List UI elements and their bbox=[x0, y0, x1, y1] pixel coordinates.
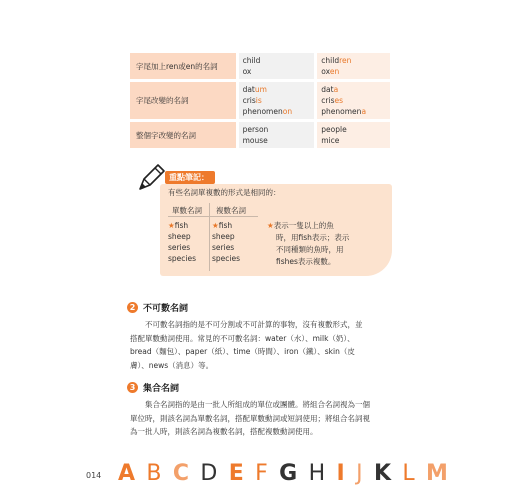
column-divider bbox=[209, 203, 210, 271]
note-line-text: 不同種類的魚時，用 bbox=[276, 245, 344, 254]
word-suffix: a bbox=[361, 107, 367, 116]
note-line bbox=[267, 232, 385, 244]
word-base: cris bbox=[321, 96, 335, 105]
row-label-text: 整個字改變的名詞 bbox=[136, 130, 196, 140]
number-badge: 2 bbox=[127, 302, 138, 313]
singular-word-list bbox=[168, 220, 196, 264]
star-icon: ★ bbox=[212, 221, 219, 230]
row-label-text: 字尾加上ren或en的名詞 bbox=[136, 61, 218, 71]
word-base: phenomen bbox=[321, 107, 362, 116]
word-base: cris bbox=[242, 96, 256, 105]
word bbox=[321, 55, 386, 66]
letter-e: E bbox=[228, 461, 244, 486]
plural-cell bbox=[317, 82, 390, 119]
word bbox=[243, 95, 311, 106]
word-suffix: en bbox=[329, 67, 340, 76]
section-title: 不可數名詞 bbox=[143, 304, 189, 314]
letter-g: G bbox=[279, 461, 298, 486]
word bbox=[212, 253, 240, 264]
alphabet-decoration bbox=[118, 460, 448, 490]
word bbox=[168, 220, 196, 231]
section-3-heading bbox=[127, 381, 179, 394]
word bbox=[212, 231, 240, 242]
letter-i: I bbox=[336, 461, 345, 486]
word-text: series bbox=[168, 243, 191, 252]
col-singular-heading: 單數名詞 bbox=[172, 206, 202, 215]
word-base: ox bbox=[321, 67, 330, 76]
word-text: sheep bbox=[212, 232, 235, 241]
word-suffix: on bbox=[282, 107, 293, 116]
word-text: fish bbox=[218, 221, 233, 230]
letter-h: H bbox=[308, 461, 326, 486]
row-label bbox=[130, 82, 236, 119]
letter-j: J bbox=[356, 461, 363, 486]
plural-cell bbox=[317, 122, 390, 148]
page-number: 014 bbox=[86, 471, 102, 480]
col-plural-heading: 複數名詞 bbox=[216, 206, 246, 215]
word-base: dat bbox=[242, 85, 255, 94]
word-suffix: ren bbox=[339, 56, 352, 65]
letter-c: C bbox=[172, 461, 190, 486]
letter-d: D bbox=[200, 461, 218, 486]
word: mouse bbox=[242, 136, 268, 145]
table-row bbox=[130, 122, 390, 148]
word: child bbox=[242, 56, 261, 65]
word bbox=[321, 95, 386, 106]
word bbox=[212, 220, 240, 231]
table-row bbox=[130, 82, 390, 119]
word-text: sheep bbox=[168, 232, 191, 241]
word-text: species bbox=[168, 254, 197, 263]
word-suffix: a bbox=[333, 85, 339, 94]
word bbox=[321, 84, 386, 95]
pencil-icon bbox=[136, 163, 166, 193]
paragraph-line: 膚）、news（消息）等。 bbox=[130, 360, 214, 370]
word bbox=[243, 106, 311, 117]
paragraph-line: 不可數名詞指的是不可分割或不可計算的事物，沒有複數形式，並 bbox=[145, 320, 363, 329]
row-label-text: 字尾改變的名詞 bbox=[136, 96, 189, 105]
row-label bbox=[130, 53, 236, 79]
letter-k: K bbox=[373, 461, 392, 486]
section-3-paragraph bbox=[130, 398, 392, 439]
letter-f: F bbox=[255, 461, 268, 486]
paragraph-line: 集合名詞指的是由一批人所組成的單位或團體。將組合名詞視為一個 bbox=[145, 400, 370, 409]
word bbox=[168, 242, 196, 253]
word-base: phenomen bbox=[242, 107, 283, 116]
word-base: child bbox=[321, 56, 340, 65]
singular-cell bbox=[239, 53, 315, 79]
star-icon: ★ bbox=[168, 221, 175, 230]
word: ox bbox=[242, 67, 252, 76]
singular-cell bbox=[239, 82, 315, 119]
paragraph-line: bread（麵包）、paper（紙）、time（時間）、iron（鐵）、skin（皮 bbox=[130, 347, 355, 356]
section-2-paragraph bbox=[130, 318, 392, 372]
number-badge: 3 bbox=[127, 382, 138, 393]
note-tag: 重點筆記： bbox=[165, 171, 215, 184]
row-label bbox=[130, 122, 236, 148]
plural-cell bbox=[317, 53, 390, 79]
note-line bbox=[267, 220, 385, 232]
word-text: fish bbox=[174, 221, 189, 230]
word bbox=[321, 106, 386, 117]
word bbox=[321, 66, 386, 77]
word: mice bbox=[321, 136, 340, 145]
letter-b: B bbox=[146, 461, 162, 486]
word-suffix: is bbox=[255, 96, 262, 105]
word-text: series bbox=[212, 243, 235, 252]
noun-plural-table bbox=[130, 53, 390, 151]
letter-a: A bbox=[118, 461, 136, 486]
section-2-heading bbox=[127, 301, 188, 314]
letter-l: L bbox=[402, 461, 415, 486]
word-suffix: um bbox=[254, 85, 267, 94]
paragraph-line: 單位時，則該名詞為單數名詞，搭配單數動詞或短詞使用；將組合名詞視 bbox=[130, 413, 370, 423]
letter-m: M bbox=[426, 461, 448, 486]
singular-cell bbox=[239, 122, 315, 148]
word bbox=[243, 84, 311, 95]
word: people bbox=[321, 125, 347, 134]
word-suffix: es bbox=[334, 96, 344, 105]
table-row bbox=[130, 53, 390, 79]
paragraph-line: 為一批人時，則該名詞為複數名詞，搭配複數動詞使用。 bbox=[130, 427, 318, 436]
note-line bbox=[267, 244, 385, 256]
word: person bbox=[242, 125, 269, 134]
star-icon: ★ bbox=[267, 221, 274, 230]
note-explanation bbox=[267, 220, 385, 268]
word bbox=[168, 253, 196, 264]
paragraph-line: 搭配單數動詞使用。常見的不可數名詞：water（水）、milk（奶）、 bbox=[130, 333, 355, 343]
word bbox=[212, 242, 240, 253]
note-line-text: 時，用fish表示；表示 bbox=[276, 233, 350, 242]
plural-word-list bbox=[212, 220, 240, 264]
note-line-text: fishes表示複數。 bbox=[276, 257, 336, 266]
header-rule bbox=[168, 216, 258, 217]
note-intro: 有些名詞單複數的形式是相同的： bbox=[168, 188, 281, 197]
note-line bbox=[267, 256, 385, 268]
section-title: 集合名詞 bbox=[143, 384, 180, 394]
word-text: species bbox=[212, 254, 241, 263]
word bbox=[168, 231, 196, 242]
note-line-text: 表示一隻以上的魚 bbox=[273, 221, 334, 230]
word-base: dat bbox=[321, 85, 334, 94]
